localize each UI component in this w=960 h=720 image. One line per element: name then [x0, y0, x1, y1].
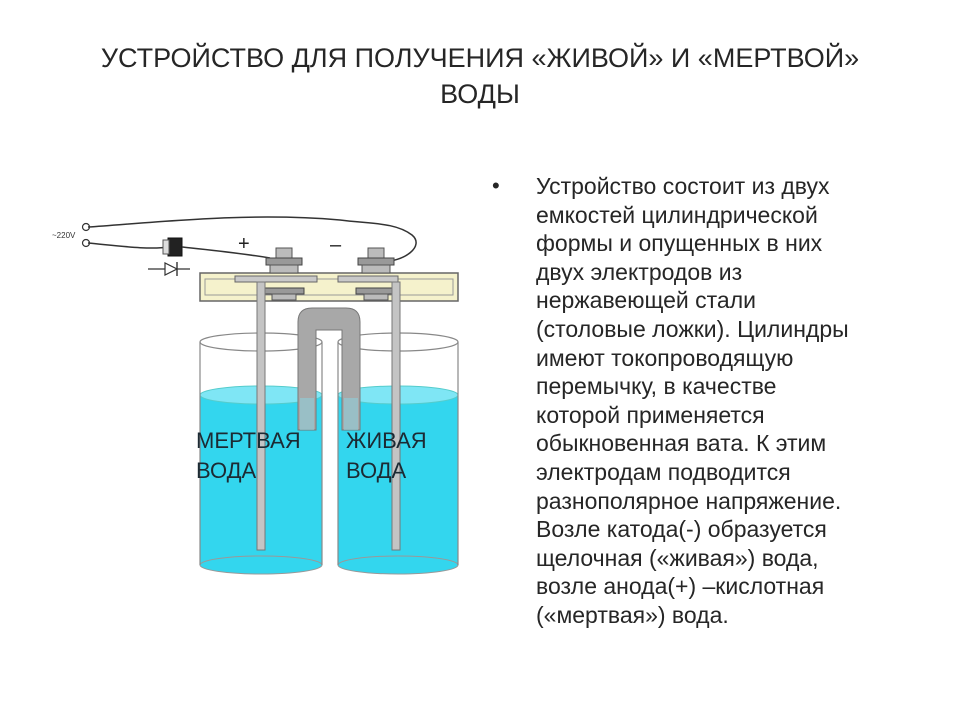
description-line: емкостей цилиндрической [536, 201, 818, 228]
description-line: («мертвая») вода. [536, 601, 729, 628]
bullet-marker: • [492, 173, 500, 198]
dead-water-label-line-1: МЕРТВАЯ [196, 428, 301, 453]
live-water-label-line-2: ВОДА [346, 458, 407, 483]
description-line: двух электродов из [536, 258, 743, 285]
diode-symbol [148, 262, 190, 276]
description-line: разнополярное напряжение. [536, 487, 842, 514]
description-line: электродам подводится [536, 458, 791, 485]
description-line: щелочная («живая») вода, [536, 544, 819, 571]
live-water-label-line-1: ЖИВАЯ [346, 428, 427, 453]
description-line: имеют токопроводящую [536, 344, 794, 371]
electrode-right [392, 282, 400, 550]
slide-title-line-2: ВОДЫ [440, 79, 520, 109]
voltage-label: ~220V [52, 231, 76, 240]
description-line: обыкновенная вата. К этим [536, 430, 827, 457]
description-line: Возле катода(-) образуется [536, 516, 827, 543]
description-line: Устройство состоит из двух [536, 173, 830, 199]
description-line: возле анода(+) –кислотная [536, 573, 825, 600]
power-wire-bottom [88, 243, 168, 248]
dead-water-label-line-2: ВОДА [196, 458, 257, 483]
electrode-left [257, 282, 265, 550]
description-line: которой применяется [536, 401, 765, 428]
plus-sign: + [238, 233, 250, 255]
slide-title-line-1: УСТРОЙСТВО ДЛЯ ПОЛУЧЕНИЯ «ЖИВОЙ» И «МЕРТВОЙ» [100, 43, 860, 73]
minus-sign: – [330, 234, 342, 256]
description-line: перемычку, в качестве [536, 373, 777, 400]
description-text [536, 172, 849, 630]
description-line: формы и опущенных в них [536, 230, 823, 257]
resistor [168, 238, 182, 256]
dead-water-label [196, 426, 301, 486]
description-line: нержавеющей стали [536, 287, 756, 314]
live-water-label [346, 426, 427, 486]
description-line: (столовые ложки). Цилиндры [536, 315, 849, 342]
